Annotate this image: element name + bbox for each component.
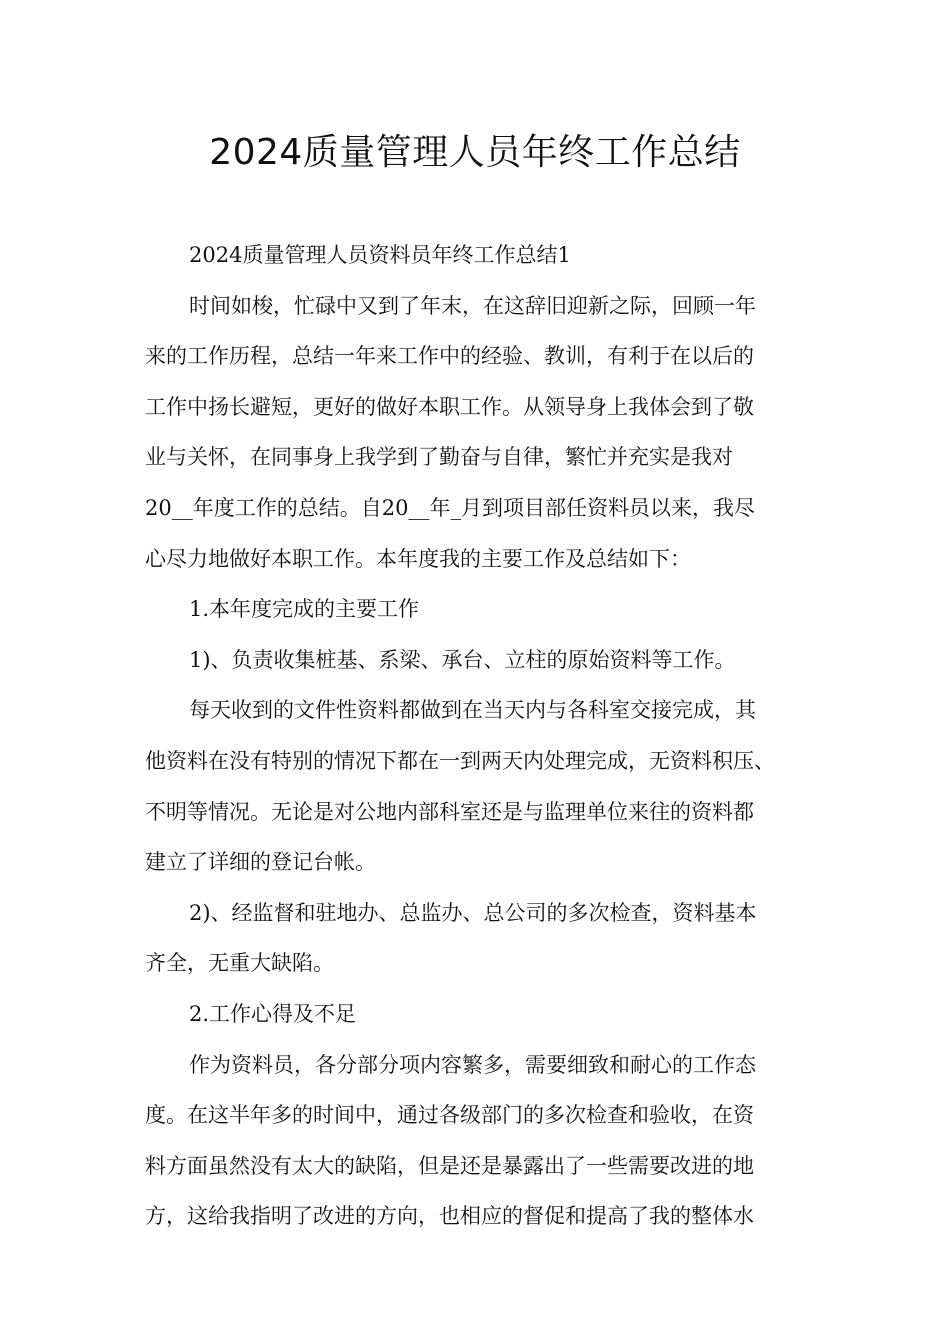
paragraph-line: 心尽力地做好本职工作。本年度我的主要工作及总结如下： xyxy=(145,546,691,571)
section-heading: 2.工作心得及不足 xyxy=(189,1001,357,1026)
document-body xyxy=(145,230,810,1242)
paragraph-line: 料方面虽然没有太大的缺陷，但是还是暴露出了一些需要改进的地 xyxy=(145,1153,754,1178)
document-title: 2024质量管理人员年终工作总结 xyxy=(209,132,741,173)
list-item: 1)、负责收集桩基、系梁、承台、立柱的原始资料等工作。 xyxy=(189,647,736,672)
paragraph-line: 业与关怀，在同事身上我学到了勤奋与自律，繁忙并充实是我对 xyxy=(145,445,733,470)
paragraph-line: 建立了详细的登记台帐。 xyxy=(145,850,376,875)
list-item: 2)、经监督和驻地办、总监办、总公司的多次检查，资料基本 xyxy=(189,900,757,925)
section-heading: 2024质量管理人员资料员年终工作总结1 xyxy=(189,243,571,267)
paragraph-line: 方，这给我指明了改进的方向，也相应的督促和提高了我的整体水 xyxy=(145,1204,754,1229)
paragraph-line: 作为资料员，各分部分项内容繁多，需要细致和耐心的工作态 xyxy=(189,1052,756,1077)
paragraph-line: 每天收到的文件性资料都做到在当天内与各科室交接完成，其 xyxy=(189,698,756,723)
paragraph-line: 时间如梭，忙碌中又到了年末，在这辞旧迎新之际，回顾一年 xyxy=(189,293,756,318)
paragraph-line: 齐全，无重大缺陷。 xyxy=(145,951,334,976)
paragraph-line: 不明等情况。无论是对公地内部科室还是与监理单位来往的资料都 xyxy=(145,799,754,824)
section-heading: 1.本年度完成的主要工作 xyxy=(189,597,420,622)
paragraph-line: 工作中扬长避短，更好的做好本职工作。从领导身上我体会到了敬 xyxy=(145,394,754,419)
paragraph-line: 度。在这半年多的时间中，通过各级部门的多次检查和验收，在资 xyxy=(145,1103,754,1128)
paragraph-line: 20__年度工作的总结。自20__年_月到项目部任资料员以来，我尽 xyxy=(145,495,755,520)
paragraph-line: 来的工作历程，总结一年来工作中的经验、教训，有利于在以后的 xyxy=(145,344,754,369)
paragraph-line: 他资料在没有特别的情况下都在一到两天内处理完成，无资料积压、 xyxy=(145,748,775,773)
